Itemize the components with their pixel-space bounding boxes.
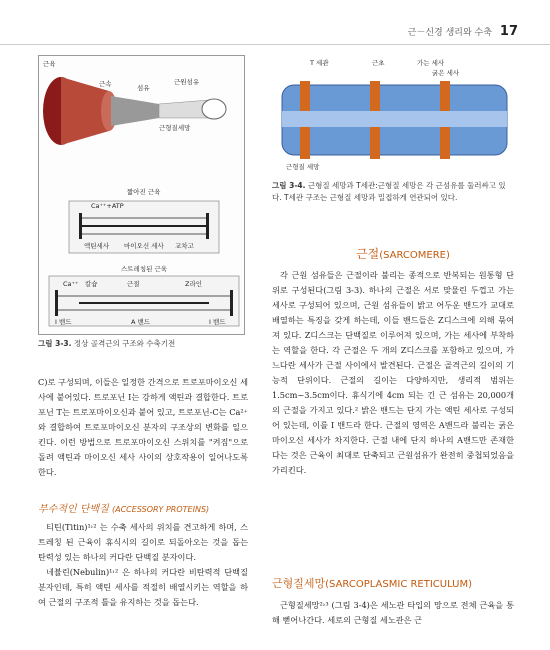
left-column-body-2 xyxy=(38,520,248,610)
label-sarcolemma: 근초 xyxy=(372,59,385,67)
label-t-tubule: T 세관 xyxy=(310,59,329,67)
accessory-proteins-heading xyxy=(38,500,209,515)
sr-heading-eng: (SARCOPLASMIC RETICULUM) xyxy=(325,579,473,590)
right-column-body-2 xyxy=(272,598,514,628)
right-column-body xyxy=(272,268,514,478)
label-ca-atp: Ca⁺⁺+ATP xyxy=(91,202,124,210)
label-thick-filament: 굵은 세사 xyxy=(432,69,460,77)
myofibril-end xyxy=(202,99,226,119)
sarcomere-heading-eng: (SARCOMERE) xyxy=(379,250,450,261)
right-paragraph-sr: 근형질세망²˒³ (그림 3-4)은 세노관 타입의 망으로 전체 근육을 통해 뻗어나간다. 세로의 근형질 세노관은 근 xyxy=(272,600,514,625)
fascicle-drawing xyxy=(111,96,159,126)
label-thin-filament: 가는 세사 xyxy=(417,59,445,67)
accessory-proteins-heading-kor: 부수적인 단백질 xyxy=(38,504,109,515)
label-zline: Z라인 xyxy=(185,280,203,288)
label-calcium: 칼슘 xyxy=(85,280,98,288)
left-paragraph-1: C)로 구성되며, 이들은 일정한 간격으로 트로포마이오신 세사에 붙어있다. 트로포닌 I는 강하게 액틴과 결합한다. 트로포닌 T는 트로포마이오신과 붙어 있고, 트로포닌-C는 Ca²⁺와 결합하여 트로포마이오신 분자의 구조상의 변화를 일으킨다. 이런 방법으로 트로포마이오신 스위치를 "켜짐"으로 돌려 액틴과 마이오신 세사 사이의 상호작용이 일어나도록 한다. xyxy=(38,377,248,477)
label-sarcoplasmic-reticulum: 근형질 세망 xyxy=(286,163,320,171)
figure-3-3-illustration xyxy=(39,56,244,334)
contracted-z-line-right xyxy=(206,213,209,239)
figure-3-4-caption-number: 그림 3-4. xyxy=(272,181,306,190)
label-actin: 액틴세사 xyxy=(84,242,110,250)
sr-heading-kor: 근형질세망 xyxy=(272,577,326,590)
sarcoplasmic-reticulum-heading xyxy=(272,575,472,591)
contracted-z-line-left xyxy=(79,213,82,239)
label-bundle: 근육 xyxy=(43,60,56,68)
figure-3-4 xyxy=(272,55,512,173)
figure-3-3-caption-text: 정상 골격근의 구조와 수축기전 xyxy=(73,339,176,348)
figure-3-3-caption-number: 그림 3-3. xyxy=(38,339,72,348)
label-myofibril: 근원섬유 xyxy=(174,78,200,86)
header-rule xyxy=(0,44,550,45)
label-myosin: 마이오신 세사 xyxy=(124,242,164,250)
stretched-z-line-right xyxy=(230,290,233,316)
label-ca: Ca⁺⁺ xyxy=(63,280,79,288)
chapter-title: 근－신경 생리와 수축 xyxy=(407,28,492,38)
label-contracted: 짧아진 근육 xyxy=(127,188,161,196)
left-column-body xyxy=(38,375,248,480)
sarcomere-heading-kor: 근절 xyxy=(356,247,380,261)
page-number: 17 xyxy=(499,24,518,39)
label-stretched: 스트레칭된 근육 xyxy=(121,265,168,273)
myofibril-core xyxy=(282,111,507,127)
figure-3-4-caption-text: 근형질 세망과 T세관:근형질 세망은 각 근섬유를 둘러싸고 있다. T세관 구조는 근형질 세망과 밀접하게 연관되어 있다. xyxy=(272,181,506,202)
label-sarcomere: 근절 xyxy=(127,280,140,288)
label-sr: 근형질세망 xyxy=(159,124,191,132)
left-paragraph-titin: 티틴(Titin)¹˒² 는 수축 세사의 위치를 견고하게 하며, 스트레칭 된 근육이 휴식시의 길이로 되돌아오는 것을 돕는 탄력성 있는 하나의 커다란 단백질 분자이다. xyxy=(38,522,248,562)
left-paragraph-nebulin: 네뷸린(Nebulin)¹˒² 은 하나의 커다란 비탄력적 단백질 분자인데, 특히 액틴 세사를 적절히 배열시키는 역할을 하여 근절의 구조적 틀을 유지하는 것을 돕는다. xyxy=(38,567,248,607)
figure-3-3-caption xyxy=(38,338,248,350)
label-iband-right: I 밴드 xyxy=(209,318,226,326)
label-iband-left: I 밴드 xyxy=(55,318,72,326)
figure-3-4-caption xyxy=(272,180,512,204)
label-fiber: 섬유 xyxy=(137,84,150,92)
label-fascicle: 근속 xyxy=(99,80,112,88)
accessory-proteins-heading-eng: (ACCESSORY PROTEINS) xyxy=(112,505,210,514)
label-aband: A 밴드 xyxy=(131,318,151,326)
running-header xyxy=(408,24,518,39)
sarcomere-heading xyxy=(356,245,450,262)
figure-3-3 xyxy=(38,55,245,335)
label-crossbridge: 교차고 xyxy=(175,242,194,250)
figure-3-4-illustration xyxy=(272,55,512,173)
stretched-z-line-left xyxy=(55,290,58,316)
right-paragraph-sarcomere: 각 근원 섬유들은 근절이라 불리는 종적으로 반복되는 원통형 단위로 구성된다(그림 3-3). 하나의 근절은 서로 맞물린 두껍고 가는 세사로 구성되어 있으며, 근원 섬유들이 밝고 어두운 밴드가 교대로 배열하는 특징을 갖게 하는데, 이들 밴드들은 Z디스크에 의해 묶여져 있다. Z디스크는 단백질로 이루어져 있으며, 가는 세사에 부착하는 역할을 한다. 각 근절은 두 개의 Z디스크를 포함하고 있으며, 가느다란 세사가 근절 사이에서 발견된다. 근절은 골격근의 길이의 기능적 단위이다. 근절의 길이는 다양하지만, 생리적 범위는 1.5cm~3.5cm이다. 휴식기에 4cm 되는 긴 근 섬유는 20,000개의 근절을 가지고 있다.² 밝은 밴드는 단지 가는 액틴 세사로 구성되어 있는데, 이를 I 밴드라 한다. 근절의 영역은 A밴드라 불리는 굵은 마이오신 세사가 차지한다. 근절 내에 단지 하나의 A밴드만 존재한다는 것은 근육이 최대로 단축되고 근원섬유가 완전히 중첩되었음을 가리킨다. xyxy=(272,270,514,475)
